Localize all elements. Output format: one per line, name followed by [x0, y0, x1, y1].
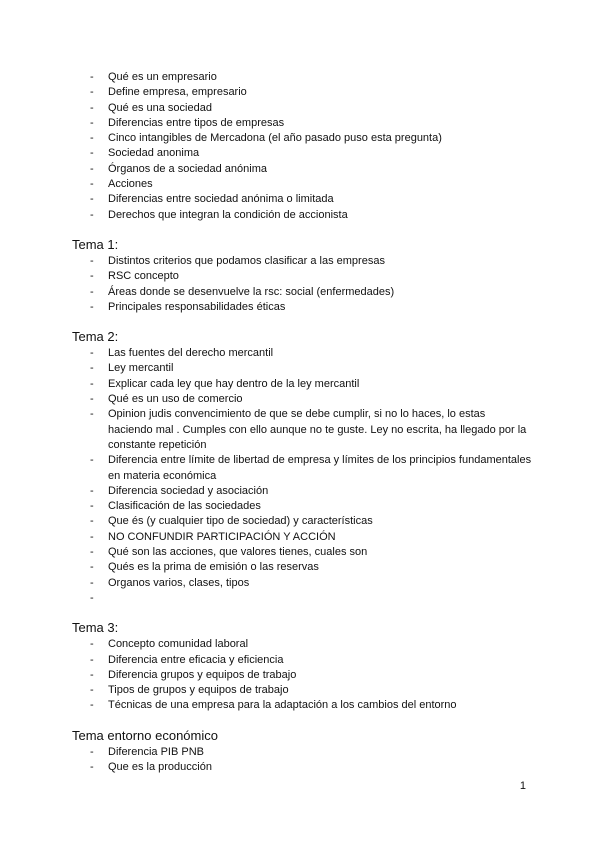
bullet-dash: - [90, 515, 94, 528]
list-item-text: Derechos que integran la condición de accionista [108, 208, 348, 221]
list-item-text: Áreas donde se desenvuelve la rsc: social (enfermedades) [108, 285, 395, 298]
list-item [72, 560, 532, 575]
list-item [72, 85, 532, 100]
list-item-text: Qué es una sociedad [108, 101, 212, 114]
list-item-text: Qué son las acciones, que valores tienes, cuales son [108, 546, 368, 559]
list-item [72, 484, 532, 499]
bullet-dash: - [90, 193, 94, 206]
bullet-dash: - [90, 561, 94, 574]
list-item [72, 653, 532, 668]
list-item-text: Diferencias entre sociedad anónima o limitada [108, 193, 334, 206]
list-item [72, 131, 532, 146]
list-item [72, 683, 532, 698]
bullet-dash: - [90, 699, 94, 712]
bullet-dash: - [90, 347, 94, 360]
list-item [72, 545, 532, 560]
list-item-text: Órganos de a sociedad anónima [108, 162, 267, 175]
list-item [72, 591, 532, 606]
list-item-text: Qué es un empresario [108, 71, 217, 83]
list-item [72, 208, 532, 223]
section [72, 237, 532, 315]
list-item [72, 162, 532, 177]
bullet-dash: - [90, 745, 94, 758]
list-item-text: Que es la producción [108, 760, 212, 773]
page-number: 1 [519, 780, 526, 792]
list-item-text: Diferencia grupos y equipos de trabajo [108, 668, 297, 681]
bullet-dash: - [90, 377, 94, 390]
list-item [72, 192, 532, 207]
list-item [72, 346, 532, 361]
section [72, 329, 532, 606]
section [72, 620, 532, 713]
list-item-text: RSC concepto [108, 270, 179, 283]
list-item-text: Qué es un uso de comercio [108, 393, 243, 406]
bullet-dash: - [90, 285, 94, 298]
list-item-text: Diferencia PIB PNB [108, 745, 204, 758]
bullet-dash: - [90, 254, 94, 267]
list-item-text: Distintos criterios que podamos clasificar a las empresas [108, 254, 385, 267]
bullet-dash: - [90, 208, 94, 221]
bullet-dash: - [90, 300, 94, 313]
section-title: Tema entorno económico [72, 727, 218, 743]
section-list [72, 637, 532, 713]
bullet-dash: - [90, 362, 94, 375]
bullet-dash: - [90, 86, 94, 99]
list-item-text: Sociedad anonima [108, 147, 200, 160]
document-content [72, 70, 532, 775]
list-item [72, 269, 532, 284]
bullet-dash: - [90, 454, 94, 467]
bullet-dash: - [90, 270, 94, 283]
bullet-dash: - [90, 101, 94, 114]
list-item [72, 146, 532, 161]
list-item [72, 760, 532, 775]
list-item-text: Acciones [108, 178, 153, 191]
list-item [72, 745, 532, 760]
list-item [72, 116, 532, 131]
section-list [72, 346, 532, 606]
list-item-text: Diferencia entre eficacia y eficiencia [108, 653, 284, 666]
list-item-text: Técnicas de una empresa para la adaptación a los cambios del entorno [108, 699, 457, 712]
list-item [72, 361, 532, 376]
list-item [72, 285, 532, 300]
sections-container [72, 237, 532, 775]
list-item [72, 576, 532, 591]
list-item-text: NO CONFUNDIR PARTICIPACIÓN Y ACCIÓN [108, 530, 336, 543]
bullet-dash: - [90, 668, 94, 681]
list-item-text: Qués es la prima de emisión o las reservas [108, 561, 319, 574]
list-item-text: Principales responsabilidades éticas [108, 300, 286, 313]
bullet-dash: - [90, 178, 94, 191]
bullet-dash: - [90, 546, 94, 559]
list-item [72, 101, 532, 116]
bullet-dash: - [90, 147, 94, 160]
list-item [72, 530, 532, 545]
list-item-text: Opinion judis convencimiento de que se debe cumplir, si no lo haces, lo estas haciendo mal . Cumples con ello aunque no te guste. Ley no escrita, ha llegado por la constante repetición [108, 408, 527, 451]
bullet-dash: - [90, 484, 94, 497]
section [72, 728, 532, 776]
list-item [72, 254, 532, 269]
list-item [72, 407, 532, 453]
bullet-dash: - [90, 500, 94, 513]
section-list [72, 254, 532, 315]
list-item-text: Ley mercantil [108, 362, 174, 375]
section-title: Tema 3: [72, 620, 119, 636]
list-item [72, 392, 532, 407]
list-item-text: Que és (y cualquier tipo de sociedad) y características [108, 515, 373, 528]
list-item [72, 453, 532, 484]
list-item [72, 70, 532, 85]
list-item-text: Diferencia sociedad y asociación [108, 484, 269, 497]
section-title: Tema 1: [72, 236, 119, 252]
list-item-text: Clasificación de las sociedades [108, 500, 261, 513]
list-item-text: Cinco intangibles de Mercadona (el año pasado puso esta pregunta) [108, 132, 442, 145]
list-item-text: Define empresa, empresario [108, 86, 247, 99]
section-title: Tema 2: [72, 329, 119, 345]
list-item-text: Diferencias entre tipos de empresas [108, 116, 285, 129]
bullet-dash: - [90, 576, 94, 589]
bullet-dash: - [90, 132, 94, 145]
list-item-text: Explicar cada ley que hay dentro de la ley mercantil [108, 377, 360, 390]
bullet-dash: - [90, 393, 94, 406]
list-item [72, 637, 532, 652]
list-item [72, 377, 532, 392]
bullet-dash: - [90, 408, 94, 421]
bullet-dash: - [90, 116, 94, 129]
list-item [72, 300, 532, 315]
intro-list [72, 70, 532, 223]
list-item-text: Concepto comunidad laboral [108, 638, 249, 651]
list-item [72, 499, 532, 514]
list-item [72, 698, 532, 713]
list-item [72, 514, 532, 529]
bullet-dash: - [90, 684, 94, 697]
list-item-text: Tipos de grupos y equipos de trabajo [108, 684, 289, 697]
bullet-dash: - [90, 530, 94, 543]
bullet-dash: - [90, 591, 94, 604]
bullet-dash: - [90, 638, 94, 651]
list-item-text: Organos varios, clases, tipos [108, 576, 250, 589]
list-item-text: Diferencia entre límite de libertad de empresa y límites de los principios fundamentales en materia económica [108, 454, 532, 482]
list-item [72, 177, 532, 192]
bullet-dash: - [90, 162, 94, 175]
list-item [72, 668, 532, 683]
section-list [72, 745, 532, 776]
bullet-dash: - [90, 760, 94, 773]
list-item-text: Las fuentes del derecho mercantil [108, 347, 274, 360]
bullet-dash: - [90, 71, 94, 83]
bullet-dash: - [90, 653, 94, 666]
